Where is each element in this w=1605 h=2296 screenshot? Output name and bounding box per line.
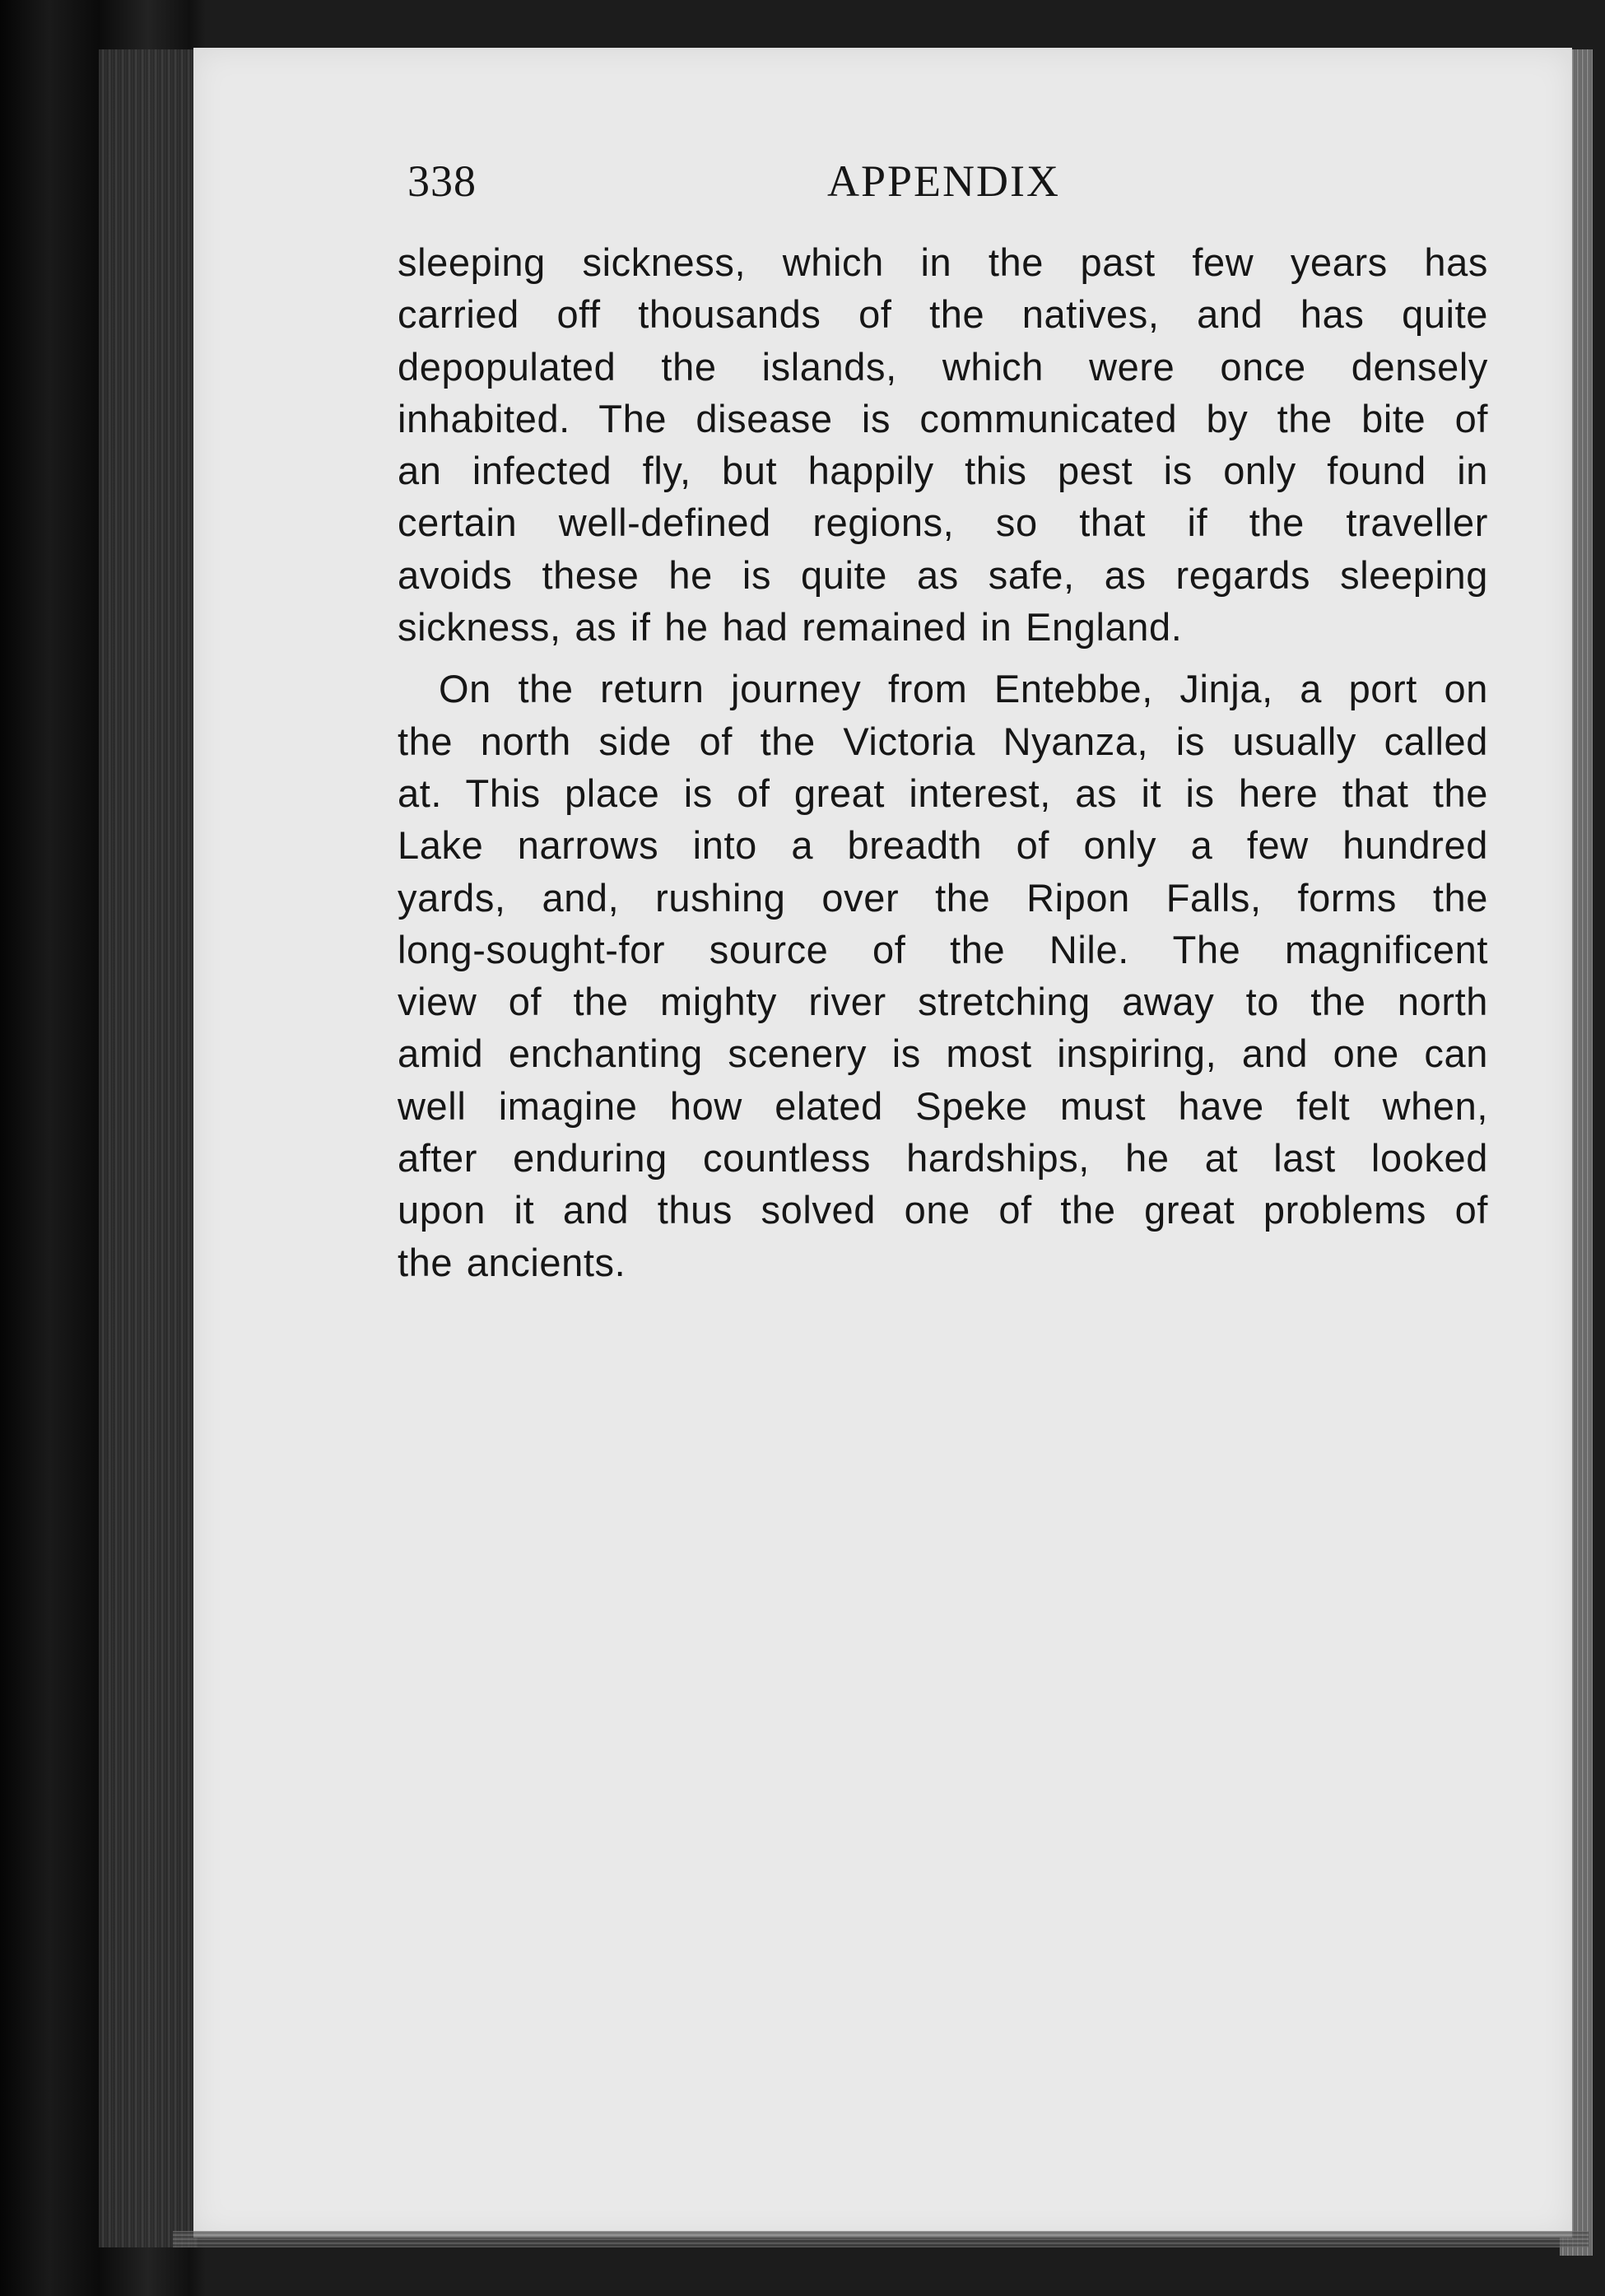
text-line: avoids these he is quite as safe, as regards sleeping — [398, 552, 1488, 597]
text-line: upon it and thus solved one of the great problems of — [398, 1188, 1488, 1232]
text-line: yards, and, rushing over the Ripon Falls, forms the — [398, 875, 1488, 920]
text-line: certain well-defined regions, so that if the traveller — [398, 501, 1488, 545]
text-line: inhabited. The disease is communicated by the bite of — [398, 396, 1488, 440]
text-line: carried off thousands of the natives, and has quite — [398, 292, 1488, 337]
page-number: 338 — [407, 156, 477, 206]
text-line: the north side of the Victoria Nyanza, is usually called — [398, 719, 1488, 763]
text-line: an infected fly, but happily this pest is only found in — [398, 449, 1488, 493]
paragraph-2 — [398, 663, 1488, 1288]
text-line: at. This place is of great interest, as it is here that the — [398, 771, 1488, 815]
text-line: depopulated the islands, which were once densely — [398, 344, 1488, 389]
text-line: view of the mighty river stretching away to the north — [398, 980, 1488, 1024]
running-title: APPENDIX — [827, 156, 1061, 206]
text-line: amid enchanting scenery is most inspiring, and one can — [398, 1032, 1488, 1076]
text-line: sickness, as if he had remained in England. — [398, 605, 1183, 650]
body-text — [398, 236, 1488, 1288]
text-line: On the return journey from Entebbe, Jinja, a port on — [439, 667, 1488, 711]
text-line: after enduring countless hardships, he at last looked — [398, 1136, 1488, 1181]
text-line: Lake narrows into a breadth of only a few hundred — [398, 823, 1488, 868]
running-head — [407, 152, 1091, 210]
book-page-edges-left — [99, 49, 198, 2247]
text-line: long-sought-for source of the Nile. The magnificent — [398, 927, 1488, 971]
text-line: the ancients. — [398, 1240, 626, 1284]
text-line: well imagine how elated Speke must have felt when, — [398, 1083, 1488, 1128]
paragraph-1 — [398, 236, 1488, 653]
text-line: sleeping sickness, which in the past few years has — [398, 240, 1488, 284]
book-page-edges-bottom — [173, 2231, 1589, 2247]
